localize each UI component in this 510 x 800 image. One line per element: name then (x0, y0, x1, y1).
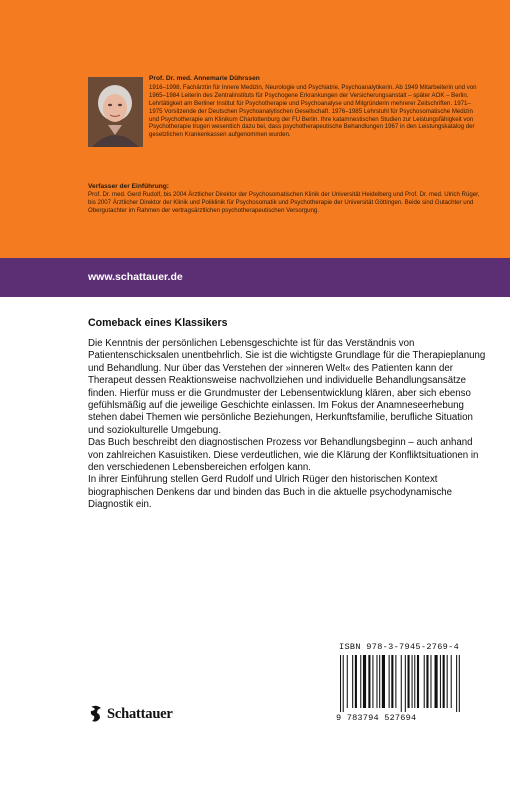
introduction-title: Verfasser der Einführung: (88, 183, 169, 190)
isbn-label: ISBN 978-3-7945-2769-4 (339, 642, 460, 652)
author-name: Prof. Dr. med. Annemarie Dührssen (149, 75, 260, 82)
blurb-paragraph: Die Kenntnis der persönlichen Lebensgeschichte ist für das Verständnis von Patientenschicksalen unentbehrlich. Sie ist die wichtigste Grundlage für die Therapieplanung und Behandlung. Nur über das Verstehen der »inneren Welt« des Patienten kann der Therapeut dessen Reaktionsweise nachvollziehen und individuelle Behandlungsansätze finden. Hierfür muss er die Grundmuster der Lebensentwicklung klären, aber sich ebenso gefühlsmäßig auf die jeweilige Geschichte einlassen. Im Fokus der Anamneseerhebung stehen dabei Themen wie persönliche Beziehungen, Herkunftsfamilie, berufliche Situation und soziokulturelle Umgebung. (88, 338, 486, 436)
blurb-heading: Comeback eines Klassikers (88, 317, 228, 329)
publisher-url[interactable]: www.schattauer.de (88, 271, 183, 283)
author-bio-block (149, 75, 479, 139)
publisher-name: Schattauer (107, 705, 173, 722)
isbn-barcode (338, 655, 488, 712)
blurb-paragraph: In ihrer Einführung stellen Gerd Rudolf und Ulrich Rüger den historischen Kontext biographischen Denkens dar und binden das Buch in die aktuelle psychodynamische Diagnostik ein. (88, 474, 453, 511)
publisher-emblem-icon (88, 705, 104, 723)
introduction-text: Prof. Dr. med. Gerd Rudolf, bis 2004 Ärztlicher Direktor der Psychosomatischen Klinik der Universität Heidelberg und Prof. Dr. med. Ulrich Rüger, bis 2007 Ärztlicher Direktor der Klinik und Poliklinik für Psychosomatik und Psychotherapie der Universität Göttingen. Beide sind Gutachter und Obergutachter im Rahmen der vertragsärztlichen psychotherapeutischen Versorgung. (88, 190, 480, 214)
publisher-logo (88, 704, 173, 724)
blurb-paragraph: Das Buch beschreibt den diagnostischen Prozess vor Behandlungsbeginn – auch anhand von zahlreichen Kasuistiken. Diese verdeutlichen, wie die Klärung der Konfliktsituationen in den verschiedenen Lebensbereichen erfolgen kann. (88, 437, 479, 474)
blurb-body (88, 338, 488, 512)
introduction-block (88, 183, 483, 215)
cover-purple-band (0, 258, 510, 297)
author-portrait (88, 77, 143, 147)
barcode-digits: 9 783794 527694 (336, 713, 417, 723)
author-bio: 1916–1998, Fachärztin für Innere Medizin, Neurologie und Psychiatrie, Psychoanalytikerin. Ab 1949 Mitarbeiterin und von 1965–1984 Leiterin des Zentralinstituts für Psychogene Erkrankungen der Versicherungsanstalt – später AOK – Berlin. Lehrtätigkeit am Berliner Institut für Psychotherapie und Psychoanalyse und Mitgründerin mehrerer Zeitschriften. 1971–1975 Vorsitzende der Deutschen Psychoanalytischen Gesellschaft. 1976–1985 Lehrstuhl für Psychosomatische Medizin und Psychotherapie am Klinikum Charlottenburg der FU Berlin. Ihre katamnestischen Studien zur Leistungsfähigkeit von Psychotherapie trugen wesentlich dazu bei, dass psychotherapeutische Behandlungen 1967 in den Leistungskatalog der gesetzlichen Krankenkassen aufgenommen wurden. (149, 83, 477, 139)
